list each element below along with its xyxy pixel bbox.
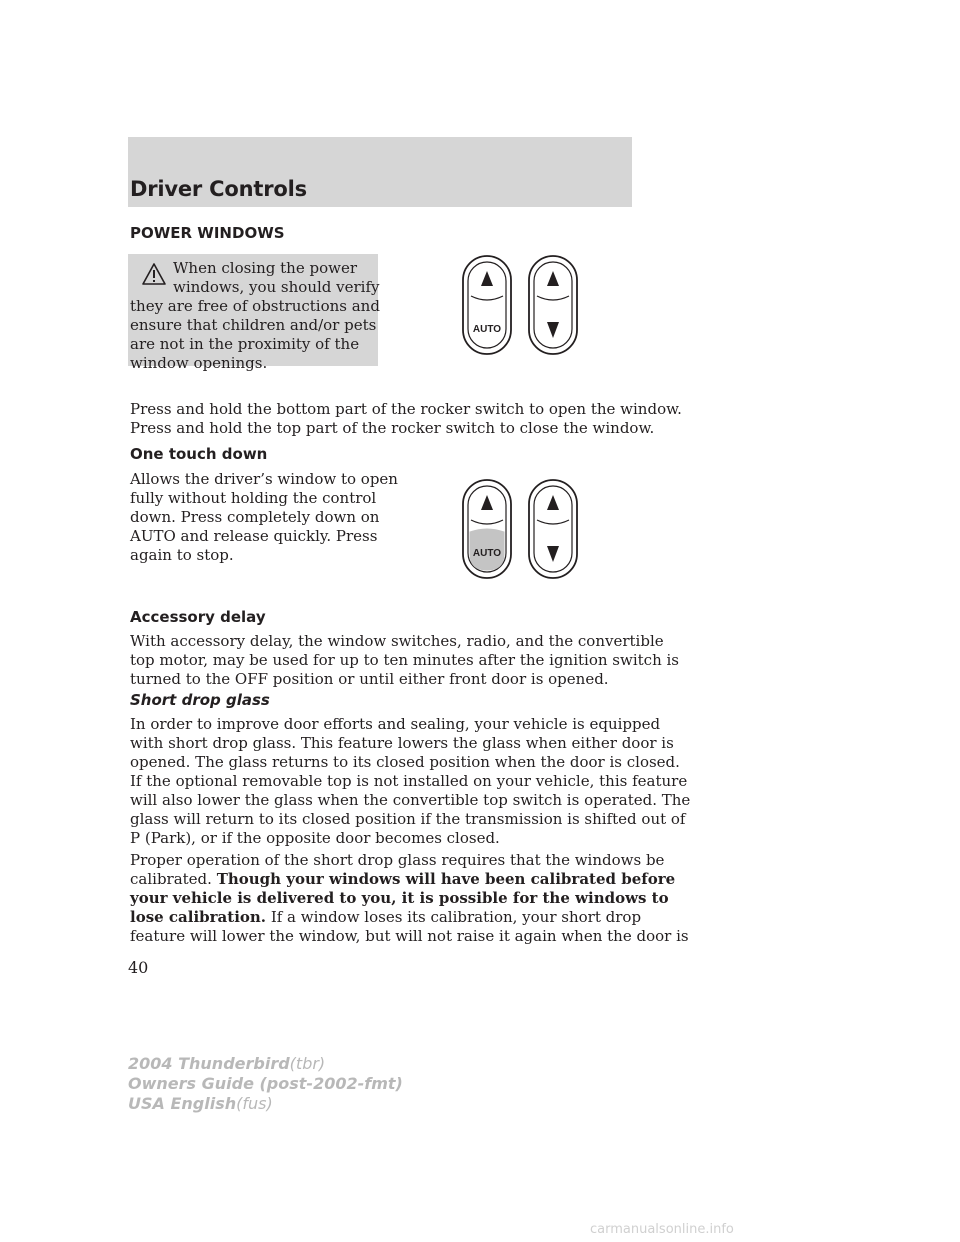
accessory-delay-heading: Accessory delay xyxy=(130,608,266,626)
warning-triangle-icon xyxy=(141,262,167,286)
footer-line: USA English(fus) xyxy=(128,1094,273,1113)
calibration-line: Proper operation of the short drop glass requires that the windows be xyxy=(130,851,665,869)
auto-switch-pressed xyxy=(463,480,511,578)
warning-line: they are free of obstructions and xyxy=(130,297,380,315)
accessory-line: top motor, may be used for up to ten minutes after the ignition switch is xyxy=(130,651,679,669)
short-drop-line: P (Park), or if the opposite door becomes closed. xyxy=(130,829,500,847)
warning-line: are not in the proximity of the xyxy=(130,335,360,353)
short-drop-line: with short drop glass. This feature lowers the glass when either door is xyxy=(130,734,674,752)
manual-switch xyxy=(529,480,577,578)
footer-line: Owners Guide (post-2002-fmt) xyxy=(128,1074,403,1093)
svg-text:AUTO: AUTO xyxy=(472,548,502,559)
page-header-title: Driver Controls xyxy=(130,177,307,201)
window-switches-figure xyxy=(455,250,585,362)
one-touch-down-heading: One touch down xyxy=(130,445,268,463)
warning-line: ensure that children and/or pets xyxy=(130,316,377,334)
calibration-line: lose calibration. If a window loses its calibration, your short drop xyxy=(130,908,642,926)
one-touch-line: fully without holding the control xyxy=(130,489,377,507)
short-drop-glass-heading: Short drop glass xyxy=(130,691,270,709)
one-touch-line: down. Press completely down on xyxy=(130,508,380,526)
calibration-line: your vehicle is delivered to you, it is possible for the windows to xyxy=(130,889,669,907)
short-drop-line: In order to improve door efforts and sealing, your vehicle is equipped xyxy=(130,715,661,733)
watermark: carmanualsonline.info xyxy=(590,1222,734,1237)
auto-pressed-figure xyxy=(455,474,585,586)
section-title: POWER WINDOWS xyxy=(130,224,285,242)
warning-line: windows, you should verify xyxy=(173,278,380,296)
short-drop-line: glass will return to its closed position if the transmission is shifted out of xyxy=(130,810,686,828)
footer-line: 2004 Thunderbird(tbr) xyxy=(128,1054,326,1073)
auto-switch xyxy=(463,256,511,354)
short-drop-line: If the optional removable top is not installed on your vehicle, this feature xyxy=(130,772,688,790)
manual-switch xyxy=(529,256,577,354)
accessory-line: With accessory delay, the window switches, radio, and the convertible xyxy=(130,632,664,650)
one-touch-line: Allows the driver’s window to open xyxy=(130,470,398,488)
page-number: 40 xyxy=(128,958,149,977)
calibration-line: feature will lower the window, but will not raise it again when the door is xyxy=(130,927,689,945)
intro-line: Press and hold the top part of the rocker switch to close the window. xyxy=(130,419,655,437)
one-touch-line: AUTO and release quickly. Press xyxy=(130,527,378,545)
calibration-line: calibrated. Though your windows will have been calibrated before xyxy=(130,870,676,888)
svg-text:AUTO: AUTO xyxy=(472,324,502,335)
short-drop-line: opened. The glass returns to its closed position when the door is closed. xyxy=(130,753,680,771)
intro-line: Press and hold the bottom part of the rocker switch to open the window. xyxy=(130,400,682,418)
short-drop-line: will also lower the glass when the convertible top switch is operated. The xyxy=(130,791,691,809)
warning-line: window openings. xyxy=(130,354,268,372)
one-touch-line: again to stop. xyxy=(130,546,234,564)
accessory-line: turned to the OFF position or until either front door is opened. xyxy=(130,670,609,688)
warning-line: When closing the power xyxy=(173,259,357,277)
